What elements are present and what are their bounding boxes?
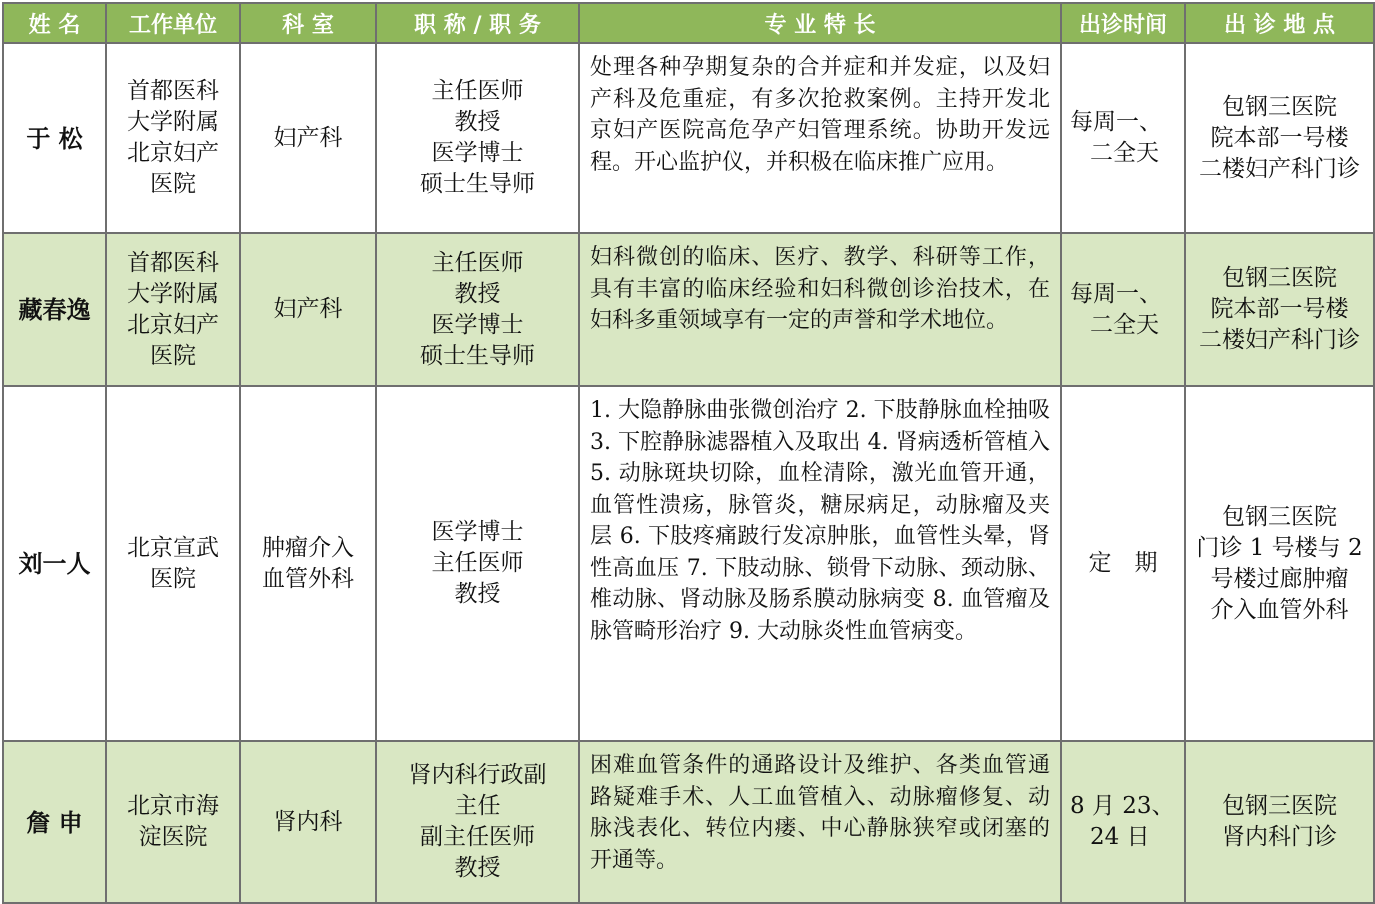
clinic-location-line: 号楼过廊肿瘤 (1210, 565, 1349, 592)
job-title-line: 硕士生导师 (420, 342, 535, 369)
job-title-line: 教授 (454, 855, 501, 881)
clinic-time-line: 定 期 (1088, 550, 1158, 576)
job-title-line: 主任医师 (431, 550, 524, 576)
clinic-time-line: 二全天 (1090, 311, 1159, 338)
job-title (376, 386, 579, 741)
department (240, 43, 376, 233)
header-unit: 工作单位 (106, 3, 240, 43)
work-unit-line: 北京妇产 (127, 311, 219, 338)
work-unit (106, 386, 240, 741)
department-line: 血管外科 (262, 565, 354, 592)
work-unit-line: 北京市海 (127, 793, 219, 819)
department (240, 386, 376, 741)
job-title-line: 副主任医师 (420, 824, 535, 850)
clinic-time (1061, 43, 1185, 233)
doctor-schedule-table (2, 2, 1375, 904)
clinic-location-line: 二楼妇产科门诊 (1199, 327, 1360, 353)
header-time: 出诊时间 (1061, 3, 1185, 43)
job-title-line: 医学博士 (431, 140, 524, 166)
clinic-location-line: 包钢三医院 (1222, 93, 1337, 120)
job-title-line: 教授 (454, 280, 501, 307)
job-title-line: 主任医师 (431, 78, 524, 104)
header-name: 姓 名 (3, 3, 106, 43)
clinic-location-line: 院本部一号楼 (1210, 124, 1349, 151)
header-title: 职 称 / 职 务 (376, 3, 579, 43)
header-row (3, 3, 1374, 43)
job-title (376, 233, 579, 386)
job-title (376, 741, 579, 903)
clinic-location-line: 门诊 1 号楼与 2 (1196, 534, 1363, 561)
specialty: 处理各种孕期复杂的合并症和并发症，以及妇产科及危重症，有多次抢救案例。主持开发北京妇产医院高危孕产妇管理系统。协助开发远程。开心监护仪，并积极在临床推广应用。 (579, 43, 1061, 233)
clinic-location-line: 二楼妇产科门诊 (1199, 155, 1360, 182)
work-unit-line: 首都医科 (127, 249, 219, 276)
specialty: 困难血管条件的通路设计及维护、各类血管通路疑难手术、人工血管植入、动脉瘤修复、动脉浅表化、转位内瘘、中心静脉狭窄或闭塞的开通等。 (579, 741, 1061, 903)
department-line: 肾内科 (273, 808, 343, 835)
clinic-time-line: 每周一、 (1070, 109, 1162, 135)
department (240, 741, 376, 903)
clinic-time-line: 8 月 23、 (1070, 793, 1175, 819)
table-row (3, 43, 1374, 233)
job-title-line: 主任医师 (431, 249, 524, 276)
clinic-location-line: 院本部一号楼 (1210, 296, 1349, 322)
specialty: 妇科微创的临床、医疗、教学、科研等工作，具有丰富的临床经验和妇科微创诊治技术，在妇科多重领域享有一定的声誉和学术地位。 (579, 233, 1061, 386)
work-unit-line: 首都医科 (127, 78, 219, 104)
work-unit-line: 医院 (150, 342, 196, 369)
job-title-line: 医学博士 (431, 519, 524, 545)
clinic-time (1061, 741, 1185, 903)
clinic-time-line: 二全天 (1090, 140, 1159, 166)
table-row (3, 233, 1374, 386)
doctor-name: 于 松 (3, 43, 106, 233)
clinic-location (1185, 43, 1374, 233)
table-row (3, 386, 1374, 741)
clinic-location (1185, 386, 1374, 741)
clinic-location (1185, 233, 1374, 386)
work-unit-line: 医院 (150, 171, 196, 197)
work-unit (106, 43, 240, 233)
department-line: 肿瘤介入 (262, 534, 354, 561)
specialty: 1. 大隐静脉曲张微创治疗 2. 下肢静脉血栓抽吸 3. 下腔静脉滤器植入及取出 4. 肾病透析管植入 5. 动脉斑块切除，血栓清除，激光血管开通，血管性溃疡，脉管炎，糖尿病足，动脉瘤及夹层 6. 下肢疼痛跛行发凉肿胀，血管性头晕，肾性高血压 7. 下肢动脉、锁骨下动脉、颈动脉、椎动脉、肾动脉及肠系膜动脉病变 8. 血管瘤及脉管畸形治疗 9. 大动脉炎性血管病变。 (579, 386, 1061, 741)
job-title-line: 教授 (454, 109, 501, 135)
doctor-name: 詹 申 (3, 741, 106, 903)
clinic-location-line: 包钢三医院 (1222, 793, 1337, 819)
department-line: 妇产科 (273, 124, 343, 151)
job-title-line: 肾内科行政副 (408, 762, 547, 788)
work-unit (106, 741, 240, 903)
clinic-time (1061, 233, 1185, 386)
header-specialty: 专 业 特 长 (579, 3, 1061, 43)
work-unit-line: 北京宣武 (127, 534, 219, 561)
work-unit-line: 大学附属 (127, 109, 219, 135)
table-row (3, 741, 1374, 903)
work-unit (106, 233, 240, 386)
clinic-time-line: 每周一、 (1070, 280, 1162, 307)
clinic-location-line: 肾内科门诊 (1222, 824, 1337, 850)
doctor-name: 藏春逸 (3, 233, 106, 386)
work-unit-line: 北京妇产 (127, 140, 219, 166)
clinic-location-line: 包钢三医院 (1222, 503, 1337, 530)
work-unit-line: 医院 (150, 565, 196, 592)
job-title-line: 硕士生导师 (420, 171, 535, 197)
job-title-line: 医学博士 (431, 311, 524, 338)
clinic-location-line: 包钢三医院 (1222, 265, 1337, 291)
clinic-location (1185, 741, 1374, 903)
doctor-name: 刘一人 (3, 386, 106, 741)
job-title-line: 教授 (454, 581, 501, 607)
clinic-location-line: 介入血管外科 (1210, 596, 1349, 623)
clinic-time-line: 24 日 (1090, 824, 1150, 850)
department-line: 妇产科 (273, 296, 343, 322)
header-dept: 科 室 (240, 3, 376, 43)
job-title (376, 43, 579, 233)
work-unit-line: 大学附属 (127, 280, 219, 307)
work-unit-line: 淀医院 (138, 824, 208, 850)
department (240, 233, 376, 386)
clinic-time (1061, 386, 1185, 741)
job-title-line: 主任 (454, 793, 501, 819)
header-location: 出 诊 地 点 (1185, 3, 1374, 43)
